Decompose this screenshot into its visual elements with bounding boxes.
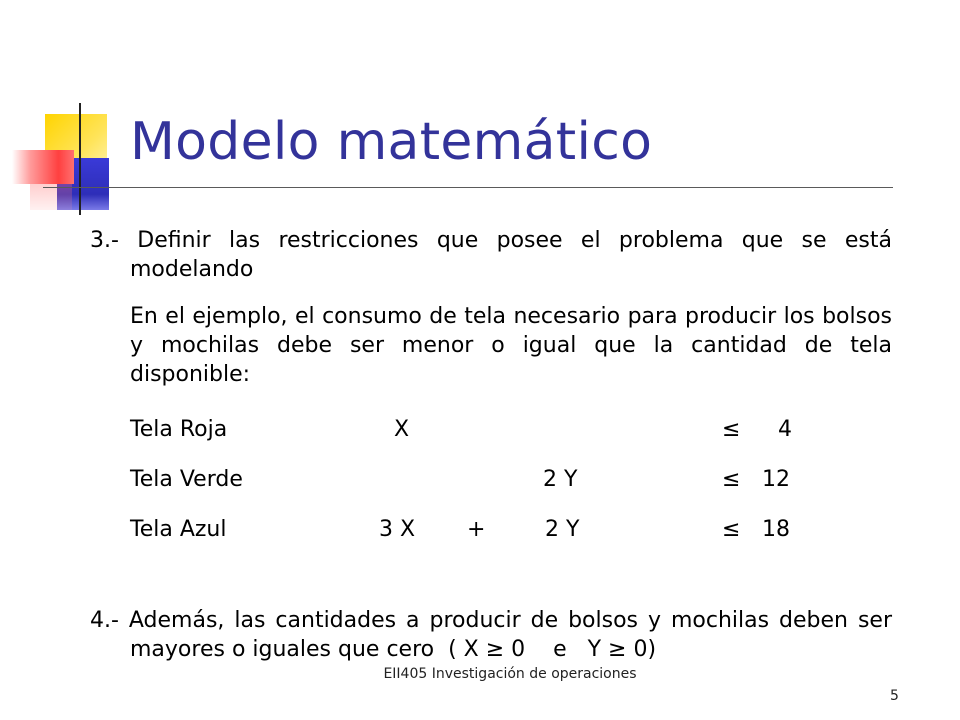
- red-bar-decoration: [12, 150, 74, 184]
- constraint-y-term: 2 Y: [545, 517, 580, 542]
- less-equal-symbol: ≤: [722, 417, 741, 442]
- paragraph-restricciones: 3.- Definir las restricciones que posee el problema que se está modelando: [90, 228, 892, 282]
- page-number: 5: [890, 688, 899, 704]
- footer-course: EII405 Investigación de operaciones: [383, 666, 637, 682]
- constraint-rhs: 12: [762, 467, 790, 492]
- constraint-label: Tela Verde: [130, 467, 243, 492]
- constraint-rhs: 4: [778, 417, 792, 442]
- constraint-rhs: 18: [762, 517, 790, 542]
- less-equal-symbol: ≤: [722, 517, 741, 542]
- paragraph-no-negatividad: 4.- Además, las cantidades a producir de bolsos y mochilas deben ser mayores o iguales que cero ( X ≥ 0 e Y ≥ 0): [90, 608, 899, 662]
- plus-sign: +: [467, 517, 486, 542]
- title-underline: [43, 187, 893, 188]
- constraint-label: Tela Azul: [130, 517, 227, 542]
- less-equal-symbol: ≤: [722, 467, 741, 492]
- constraint-y-term: 2 Y: [543, 467, 578, 492]
- slide-title: Modelo matemático: [130, 112, 653, 172]
- paragraph-ejemplo: En el ejemplo, el consumo de tela necesario para producir los bolsos y mochilas debe ser menor o igual que la cantidad de tela disponible:: [130, 304, 892, 387]
- constraint-x-term: X: [394, 417, 410, 442]
- vertical-rule: [79, 103, 81, 215]
- constraint-label: Tela Roja: [130, 417, 228, 442]
- constraint-x-term: 3 X: [379, 517, 416, 542]
